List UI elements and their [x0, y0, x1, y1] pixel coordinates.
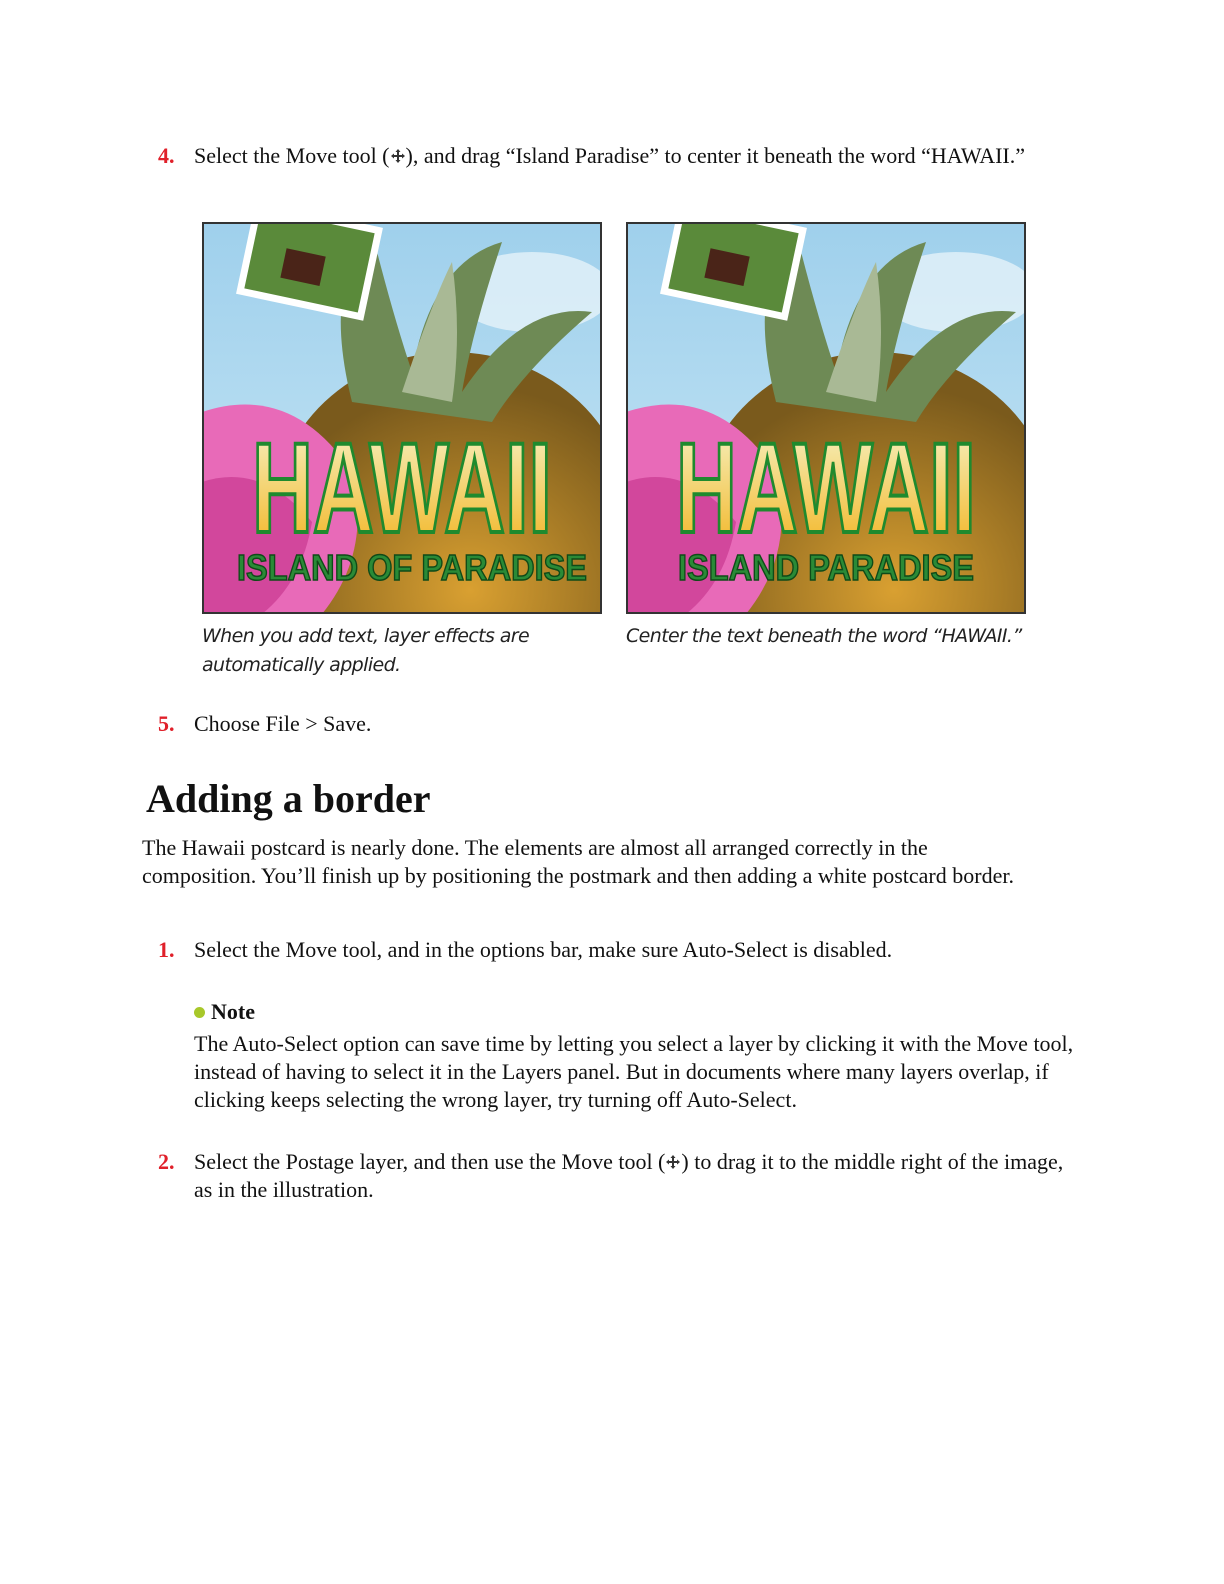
note-box	[194, 998, 1074, 1114]
figure-caption: When you add text, layer effects are automatically applied.	[202, 625, 530, 676]
step-text: Select the Move tool, and in the options bar, make sure Auto-Select is disabled.	[194, 937, 893, 962]
step-number: 5.	[158, 711, 175, 736]
step-text	[194, 1148, 1078, 1204]
postcard-subtitle: ISLAND OF PARADISE	[237, 547, 587, 588]
step-text	[194, 142, 1078, 170]
step-number: 1.	[158, 937, 175, 962]
postcard-title: HAWAII	[252, 417, 552, 560]
section-intro: The Hawaii postcard is nearly done. The elements are almost all arranged correctly in the composition. You’ll finish up by positioning the postmark and then adding a white postcard border.	[142, 835, 1014, 888]
postcard-image-after	[626, 222, 1026, 614]
figure-before	[202, 222, 602, 680]
figure-after	[626, 222, 1026, 651]
postcard-subtitle: ISLAND PARADISE	[678, 547, 974, 588]
move-tool-icon	[390, 148, 406, 164]
step-text: Choose File > Save.	[194, 711, 372, 736]
step-text-part: ), and drag “Island Paradise” to center it beneath the word “HAWAII.”	[405, 143, 1025, 168]
step-border-2	[158, 1148, 1078, 1204]
postcard-title: HAWAII	[676, 417, 976, 560]
postcard-image-before	[202, 222, 602, 614]
step-4	[158, 142, 1078, 170]
step-text-part: Select the Move tool (	[194, 143, 390, 168]
step-5	[158, 710, 1078, 738]
figure-caption: Center the text beneath the word “HAWAII.”	[626, 625, 1022, 647]
note-body: The Auto-Select option can save time by letting you select a layer by clicking it with the Move tool, instead of having to select it in the Layers panel. But in documents where many layers overlap, if clicking keeps selecting the wrong layer, try turning off Auto-Select.	[194, 1031, 1074, 1112]
step-text-part: Select the Postage layer, and then use the Move tool (	[194, 1149, 666, 1174]
step-border-1	[158, 936, 1078, 964]
step-number: 2.	[158, 1149, 175, 1174]
note-title: Note	[211, 999, 255, 1024]
step-number: 4.	[158, 143, 175, 168]
section-heading: Adding a border	[146, 776, 431, 821]
move-tool-icon	[665, 1154, 681, 1170]
note-bullet-icon	[194, 1007, 205, 1018]
note-header	[194, 998, 1074, 1026]
step-text-part: ) to drag it to the middle right of the image, as in the illustration.	[194, 1149, 1064, 1202]
